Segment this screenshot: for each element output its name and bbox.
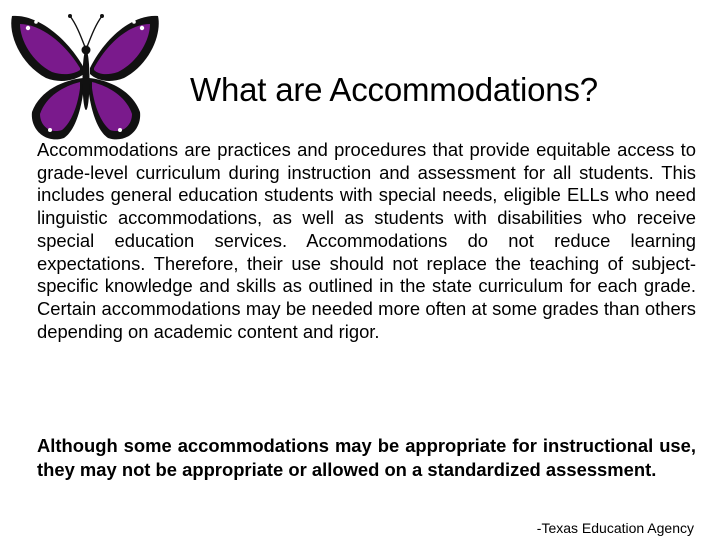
slide-title: What are Accommodations? — [190, 71, 598, 108]
body-paragraph: Accommodations are practices and procedures that provide equitable access to grade-level curriculum during instruction and assessment for all students. This includes general education students with special needs, eligible ELLs who need linguistic accommodations, as well as students with disabilities who receive special education services. Accommodations do not reduce learning expectations. Therefore, their use should not replace the teaching of subject-specific knowledge and skills as outlined in the state curriculum for each grade. Certain accommodations may be needed more often at some grades than others depending on academic content and rigor. — [37, 139, 696, 342]
emphasis-paragraph: Although some accommodations may be appropriate for instructional use, they may not be appropriate or allowed on a standardized assessment. — [37, 435, 696, 480]
attribution: -Texas Education Agency — [536, 520, 694, 536]
butterfly-icon — [6, 6, 164, 152]
